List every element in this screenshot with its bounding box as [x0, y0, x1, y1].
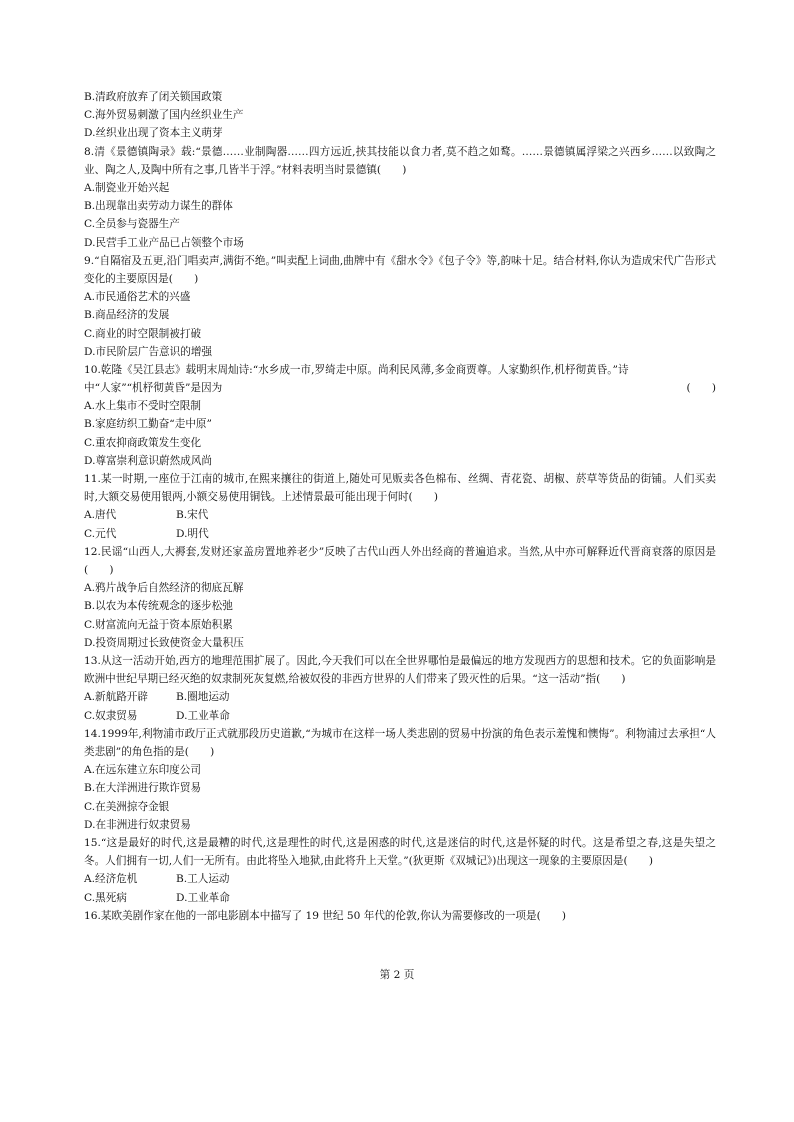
- question-16: [84, 907, 716, 925]
- question-stem: 12.民谣“山西人,大褥套,发财还家盖房置地养老少”反映了古代山西人外出经商的普遍追求。当然,从中亦可解释近代晋商衰落的原因是( ): [84, 545, 716, 577]
- question-14: [84, 725, 716, 834]
- option-row: [84, 525, 716, 543]
- option-b[interactable]: B.出现靠出卖劳动力谋生的群体: [84, 200, 233, 213]
- question-stem: 9.“自隔宿及五更,沿门唱卖声,满街不绝。”叫卖配上词曲,曲牌中有《甜水令》《包子令》等,韵味十足。结合材料,你认为造成宋代广告形式变化的主要原因是( ): [84, 254, 716, 285]
- option-c[interactable]: C.在美洲掠夺金银: [84, 800, 170, 813]
- option-row: [84, 889, 716, 907]
- option-c[interactable]: C.奴隶贸易: [84, 709, 138, 722]
- option-a[interactable]: A.鸦片战争后自然经济的彻底瓦解: [84, 582, 244, 595]
- question-stem: 13.从这一活动开始,西方的地理范围扩展了。因此,今天我们可以在全世界哪怕是最偏远的地方发现西方的思想和技术。它的负面影响是欧洲中世纪早期已经灭绝的奴隶制死灰复燃,给被奴役的非西方世界的人们带来了毁灭性的后果。“这一活动”指( ): [84, 654, 716, 686]
- document-body: [84, 88, 716, 925]
- question-15: [84, 834, 716, 907]
- option-a[interactable]: A.市民通俗艺术的兴盛: [84, 291, 191, 304]
- question-9: [84, 252, 716, 361]
- option-d[interactable]: D.在非洲进行奴隶贸易: [84, 818, 191, 831]
- question-stem: 14.1999年,利物浦市政厅正式就那段历史道歉,“为城市在这样一场人类悲剧的贸易中扮演的角色表示羞愧和懊悔”。利物浦过去承担“人类悲剧”的角色指的是( ): [84, 727, 716, 758]
- option-a[interactable]: A.水上集市不受时空限制: [84, 400, 201, 413]
- option-c[interactable]: C.商业的时空限制被打破: [84, 327, 202, 340]
- option-d[interactable]: D.投资周期过长致使资金大量积压: [84, 636, 244, 649]
- option-line: C.海外贸易刺激了国内丝织业生产: [84, 109, 244, 122]
- option-b[interactable]: B.工人运动: [176, 873, 230, 886]
- option-d[interactable]: D.尊富崇利意识蔚然成风尚: [84, 454, 213, 467]
- option-c[interactable]: C.财富流向无益于资本原始积累: [84, 618, 233, 631]
- question-stem: 10.乾隆《吴江县志》载明末周灿诗:“水乡成一市,罗绮走中原。尚利民风薄,多金商贾尊。人家勤织作,机杼彻黄昏。”诗: [84, 363, 629, 376]
- option-a[interactable]: A.唐代: [84, 509, 117, 522]
- option-a[interactable]: A.制瓷业开始兴起: [84, 181, 170, 194]
- option-b[interactable]: B.圈地运动: [176, 691, 230, 704]
- option-a[interactable]: A.新航路开辟: [84, 691, 148, 704]
- question-13: [84, 652, 716, 725]
- option-d[interactable]: D.市民阶层广告意识的增强: [84, 345, 213, 358]
- question-12: [84, 543, 716, 652]
- answer-paren: ( ): [686, 382, 716, 395]
- question-stem: 16.某欧美剧作家在他的一部电影剧本中描写了 19 世纪 50 年代的伦敦,你认为需要修改的一项是( ): [84, 909, 567, 922]
- question-10: [84, 361, 716, 470]
- option-row: [84, 506, 716, 524]
- option-row: [84, 707, 716, 725]
- question-stem: 15.“这是最好的时代,这是最糟的时代,这是理性的时代,这是困惑的时代,这是迷信的时代,这是怀疑的时代。这是希望之春,这是失望之冬。人们拥有一切,人们一无所有。由此将坠入地狱,由此将升上天堂。”(狄更斯《双城记》)出现这一现象的主要原因是( ): [84, 836, 716, 868]
- option-b[interactable]: B.商品经济的发展: [84, 309, 170, 322]
- option-a[interactable]: A.经济危机: [84, 873, 138, 886]
- option-a[interactable]: A.在远东建立东印度公司: [84, 764, 201, 777]
- option-line: D.丝织业出现了资本主义萌芽: [84, 127, 223, 140]
- option-d[interactable]: D.民营手工业产品已占领整个市场: [84, 236, 244, 249]
- option-b[interactable]: B.在大洋洲进行欺诈贸易: [84, 782, 202, 795]
- option-c[interactable]: C.元代: [84, 527, 117, 540]
- question-stem-cont: 中“人家”“机杼彻黄昏”是因为: [84, 382, 223, 395]
- option-b[interactable]: B.宋代: [176, 509, 209, 522]
- option-row: [84, 870, 716, 888]
- option-d[interactable]: D.明代: [176, 527, 209, 540]
- option-b[interactable]: B.家庭纺织工勤奋“走中原”: [84, 418, 212, 431]
- page-number: 第 2 页: [379, 969, 415, 981]
- question-11: [84, 470, 716, 543]
- option-line: B.清政府放弃了闭关锁国政策: [84, 91, 223, 103]
- question-stem: 11.某一时期,一座位于江南的城市,在熙来攘往的街道上,随处可见贩卖各色棉布、丝绸、青花瓷、胡椒、菸草等货品的街铺。人们买卖时,大额交易使用银两,小额交易使用铜钱。上述情景最可能出现于何时( ): [84, 473, 716, 504]
- option-b[interactable]: B.以农为本传统观念的逐步松弛: [84, 600, 233, 613]
- option-d[interactable]: D.工业革命: [176, 709, 230, 722]
- option-c[interactable]: C.重农抑商政策发生变化: [84, 436, 202, 449]
- question-stem: 8.清《景德镇陶录》载:“景德……业制陶器……四方远近,挟其技能以食力者,莫不趋之如鹜。……景德镇属浮梁之兴西乡……以致陶之业、陶之人,及陶中所有之事,几皆半于浮。”材料表明当时景德镇( ): [84, 145, 716, 176]
- option-row: [84, 688, 716, 706]
- question-stem-line: [84, 379, 716, 397]
- option-d[interactable]: D.工业革命: [176, 891, 230, 904]
- question-8: [84, 143, 716, 252]
- option-c[interactable]: C.黑死病: [84, 891, 127, 904]
- option-c[interactable]: C.全员参与瓷器生产: [84, 218, 180, 231]
